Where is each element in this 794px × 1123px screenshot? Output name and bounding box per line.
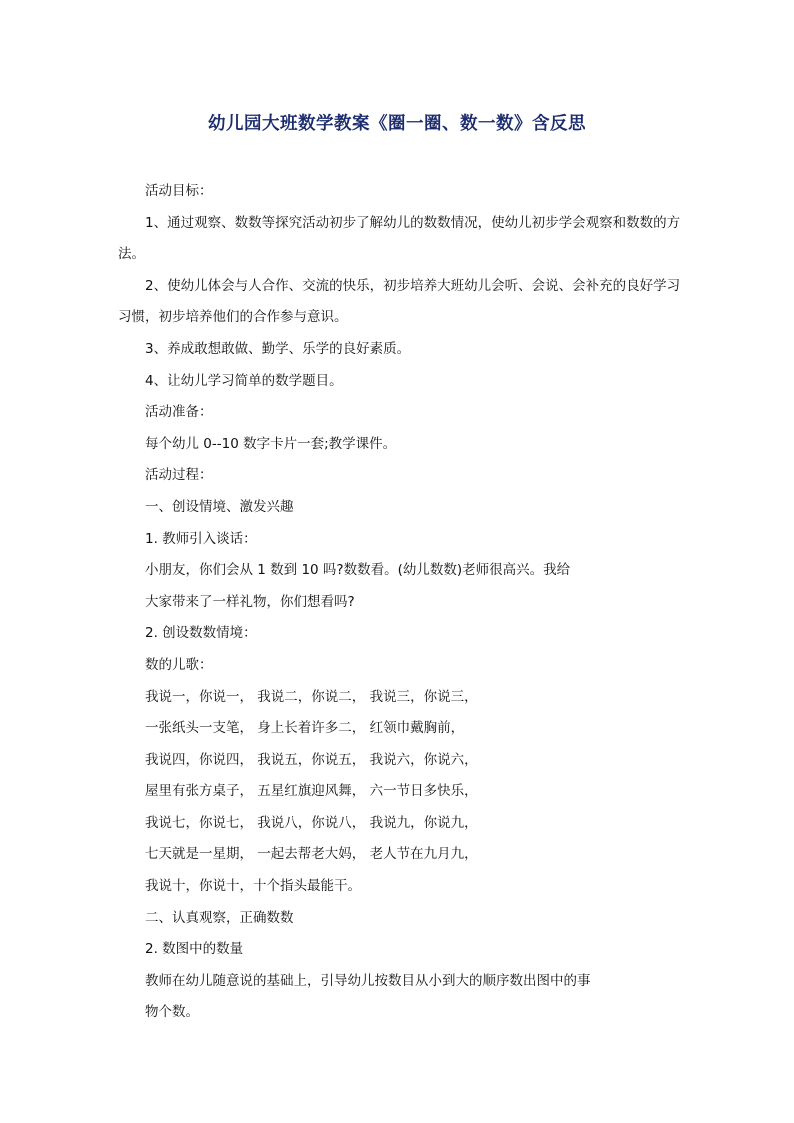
rhyme-line: 我说七，你说七， 我说八，你说八， 我说九，你说九， [145, 814, 478, 831]
section-heading-preparation: 活动准备： [145, 404, 213, 421]
rhyme-line: 我说十，你说十，十个指头最能干。 [145, 878, 361, 895]
teacher-guidance-line-1: 教师在幼儿随意说的基础上，引导幼儿按数目从小到大的顺序数出图中的事 [145, 972, 591, 989]
goal-item-1: 1、通过观察、数数等探究活动初步了解幼儿的数数情况，使幼儿初步学会观察和数数的方法。 [118, 214, 681, 263]
document-body [118, 176, 684, 1029]
substep-heading: 2. 数图中的数量 [145, 941, 244, 958]
substep-heading: 1. 教师引入谈话： [145, 530, 257, 547]
section-heading-process: 活动过程： [145, 467, 213, 484]
goal-item-2: 2、使幼儿体会与人合作、交流的快乐，初步培养大班幼儿会听、会说、会补充的良好学习习惯，初步培养他们的合作参与意识。 [118, 277, 681, 326]
teacher-speech-line-2: 大家带来了一样礼物，你们想看吗? [145, 593, 355, 610]
rhyme-line: 屋里有张方桌子， 五星红旗迎风舞， 六一节日多快乐， [145, 783, 478, 800]
section-heading-goals: 活动目标： [145, 183, 213, 199]
goal-item-4: 4、让幼儿学习简单的数学题目。 [145, 372, 343, 389]
rhyme-heading: 数的儿歌： [145, 656, 213, 673]
goal-item-3: 3、养成敢想敢做、勤学、乐学的良好素质。 [145, 340, 411, 357]
substep-heading: 2. 创设数数情境： [145, 625, 257, 642]
rhyme-line: 我说一，你说一， 我说二，你说二， 我说三，你说三， [145, 688, 478, 705]
teacher-speech-line-1: 小朋友，你们会从 1 数到 10 吗?数数看。(幼儿数数)老师很高兴。我给 [145, 562, 571, 579]
preparation-text: 每个幼儿 0--10 数字卡片一套;教学课件。 [145, 435, 397, 452]
step-heading-2: 二、认真观察，正确数数 [145, 909, 294, 926]
teacher-guidance-line-2: 物个数。 [145, 1004, 199, 1021]
step-heading-1: 一、创设情境、激发兴趣 [145, 498, 294, 515]
rhyme-line: 我说四，你说四， 我说五，你说五， 我说六，你说六， [145, 751, 478, 768]
rhyme-line: 七天就是一星期， 一起去帮老大妈， 老人节在九月九， [145, 846, 478, 863]
document-title: 幼儿园大班数学教案《圈一圈、数一数》含反思 [208, 114, 586, 134]
rhyme-line: 一张纸头一支笔， 身上长着许多二， 红领巾戴胸前， [145, 720, 465, 737]
